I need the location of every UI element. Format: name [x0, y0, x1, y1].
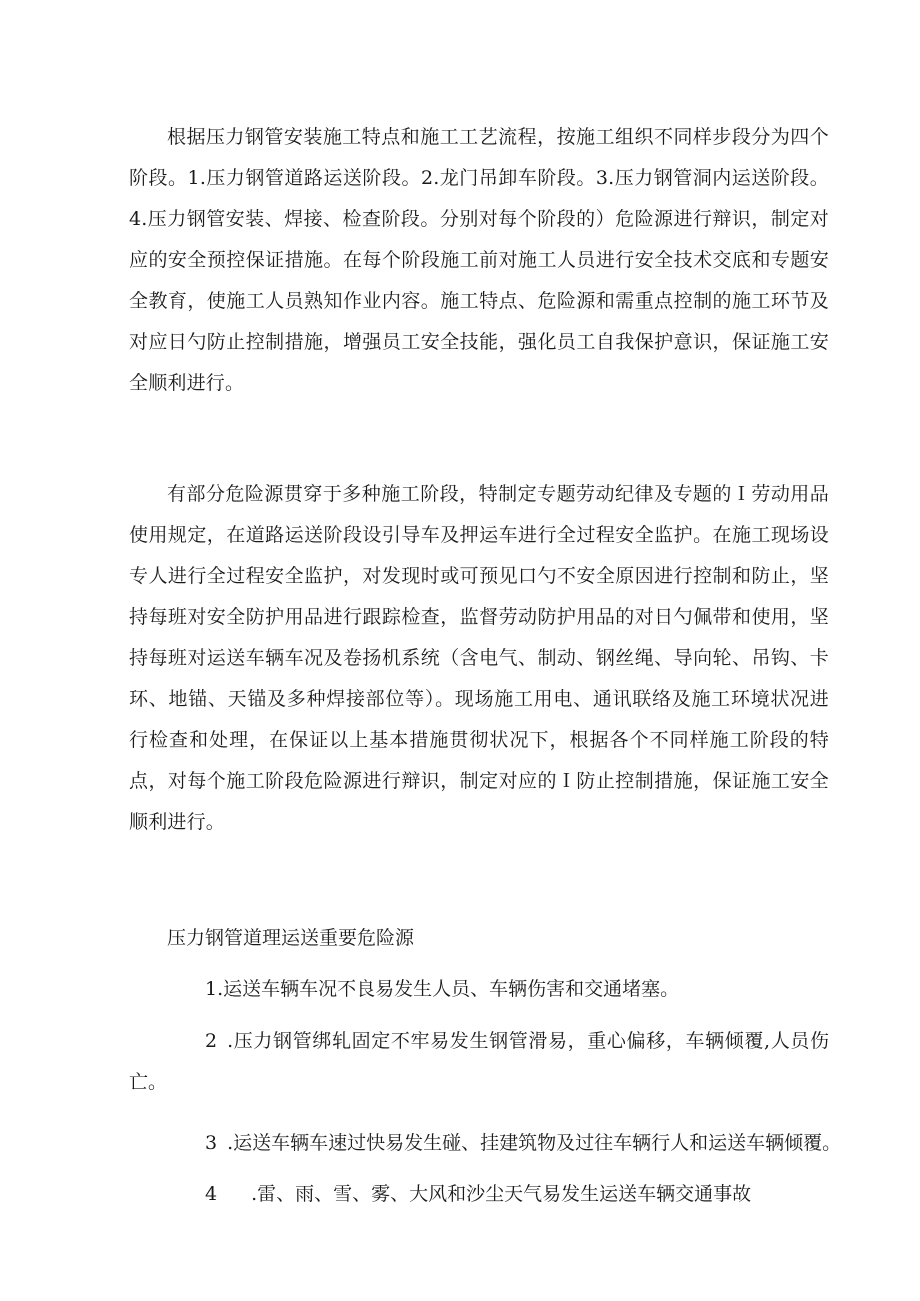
item-number: 2: [205, 1030, 218, 1052]
item-number: 1: [205, 978, 218, 1000]
paragraph-hazards: [129, 474, 829, 843]
item-text: .运送车辆车况不良易发生人员、车辆伤害和交通堵塞。: [217, 978, 680, 1000]
hazard-item-2: [129, 1021, 829, 1103]
hazard-item-1: [129, 969, 849, 1010]
hazard-item-4: [129, 1174, 849, 1215]
paragraph-text: 有部分危险源贯穿于多种施工阶段，特制定专题劳动纪律及专题的Ｉ劳动用品使用规定，在道路运送阶段设引导车及押运车进行全过程安全监护。在施工现场设专人进行全过程安全监护，对发现时或可预见口勺不安全原因进行控制和防止，坚持每班对安全防护用品进行跟踪检查，监督劳动防护用品的对日勺佩带和使用，坚持每班对运送车辆车况及卷扬机系统（含电气、制动、钢丝绳、导向轮、吊钩、卡环、地锚、天锚及多种焊接部位等）。现场施工用电、通讯联络及施工环境状况进行检查和处理，在保证以上基本措施贯彻状况下，根据各个不同样施工阶段的特点，对每个施工阶段危险源进行辩识，制定对应的Ｉ防止控制措施，保证施工安全顺利进行。: [129, 483, 829, 833]
item-text: .雷、雨、雪、雾、大风和沙尘天气易发生运送车辆交通事故: [251, 1183, 752, 1205]
item-number: 4: [205, 1183, 218, 1205]
hazard-item-3: [129, 1123, 849, 1164]
paragraph-stages: [129, 117, 829, 404]
item-text: .压力钢管绑轧固定不牢易发生钢管滑易，重心偏移，车辆倾覆,人员伤亡。: [129, 1030, 829, 1093]
section-heading: 压力钢管道理运送重要危险源: [167, 927, 415, 949]
paragraph-text: 根据压力钢管安装施工特点和施工工艺流程，按施工组织不同样步段分为四个阶段。1.压力钢管道路运送阶段。2.龙门吊卸车阶段。3.压力钢管洞内运送阶段。4.压力钢管安装、焊接、检查阶段。分别对每个阶段的）危险源进行辩识，制定对应的安全预控保证措施。在每个阶段施工前对施工人员进行安全技术交底和专题安全教育，使施工人员熟知作业内容。施工特点、危险源和需重点控制的施工环节及对应日勺防止控制措施，增强员工安全技能，强化员工自我保护意识，保证施工安全顺利进行。: [129, 126, 829, 394]
item-text: .运送车辆车速过快易发生碰、挂建筑物及过往车辆行人和运送车辆倾覆。: [227, 1132, 842, 1154]
item-number: 3: [205, 1132, 218, 1154]
